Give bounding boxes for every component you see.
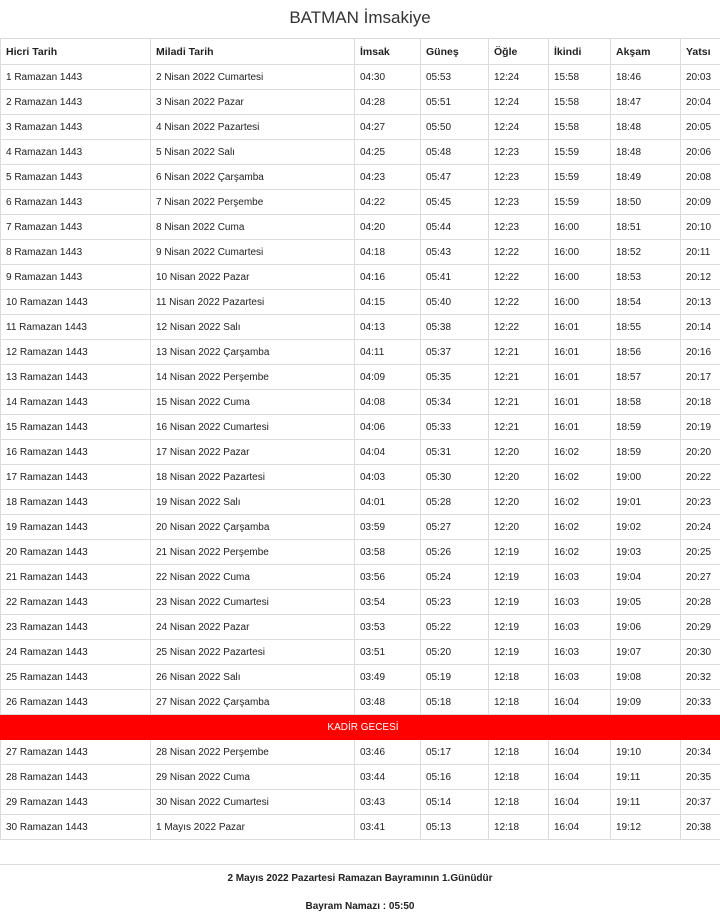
table-cell: 03:49 <box>355 665 421 690</box>
table-cell: 18:58 <box>611 390 681 415</box>
table-cell: 16:01 <box>549 390 611 415</box>
table-cell: 04:22 <box>355 190 421 215</box>
table-cell: 16:02 <box>549 540 611 565</box>
table-cell: 16:02 <box>549 440 611 465</box>
table-cell: 15 Nisan 2022 Cuma <box>151 390 355 415</box>
table-cell: 19:08 <box>611 665 681 690</box>
table-cell: 16:04 <box>549 765 611 790</box>
table-cell: 16:01 <box>549 415 611 440</box>
table-cell: 20:35 <box>681 765 720 790</box>
table-cell: 20:04 <box>681 90 720 115</box>
table-cell: 16:02 <box>549 515 611 540</box>
table-cell: 12:21 <box>489 390 549 415</box>
table-cell: 18:47 <box>611 90 681 115</box>
table-cell: 17 Nisan 2022 Pazar <box>151 440 355 465</box>
table-cell: 12:19 <box>489 640 549 665</box>
table-cell: 16:04 <box>549 690 611 715</box>
table-cell: 05:50 <box>421 115 489 140</box>
table-cell: 14 Ramazan 1443 <box>1 390 151 415</box>
table-cell: 04:18 <box>355 240 421 265</box>
column-header: Hicri Tarih <box>1 39 151 65</box>
table-cell: 03:41 <box>355 815 421 840</box>
table-cell: 16:03 <box>549 590 611 615</box>
table-cell: 15:58 <box>549 115 611 140</box>
table-cell: 20:38 <box>681 815 720 840</box>
table-cell: 13 Ramazan 1443 <box>1 365 151 390</box>
column-header: Yatsı <box>681 39 720 65</box>
table-cell: 05:48 <box>421 140 489 165</box>
table-cell: 23 Nisan 2022 Cumartesi <box>151 590 355 615</box>
table-row <box>1 315 720 340</box>
table-cell: 16:04 <box>549 790 611 815</box>
table-cell: 03:48 <box>355 690 421 715</box>
table-cell: 12:22 <box>489 315 549 340</box>
table-cell: 15:59 <box>549 190 611 215</box>
table-cell: 12:23 <box>489 215 549 240</box>
table-row <box>1 540 720 565</box>
table-row <box>1 65 720 90</box>
table-row <box>1 190 720 215</box>
table-cell: 05:37 <box>421 340 489 365</box>
table-row <box>1 490 720 515</box>
table-cell: 18:57 <box>611 365 681 390</box>
table-cell: 19 Nisan 2022 Salı <box>151 490 355 515</box>
table-cell: 10 Nisan 2022 Pazar <box>151 265 355 290</box>
table-cell: 16:00 <box>549 215 611 240</box>
table-cell: 24 Ramazan 1443 <box>1 640 151 665</box>
table-cell: 15:59 <box>549 140 611 165</box>
table-row <box>1 115 720 140</box>
table-cell: 16:01 <box>549 315 611 340</box>
table-cell: 19:04 <box>611 565 681 590</box>
table-cell: 04:06 <box>355 415 421 440</box>
table-cell: 20:12 <box>681 265 720 290</box>
table-cell: 12:22 <box>489 290 549 315</box>
table-cell: 05:45 <box>421 190 489 215</box>
table-cell: 04:20 <box>355 215 421 240</box>
table-cell: 20:10 <box>681 215 720 240</box>
table-cell: 30 Ramazan 1443 <box>1 815 151 840</box>
bayram-namazi: Bayram Namazı : 05:50 <box>305 901 415 912</box>
table-body <box>1 65 720 715</box>
table-row <box>1 440 720 465</box>
table-cell: 12:19 <box>489 615 549 640</box>
table-cell: 12:20 <box>489 465 549 490</box>
table-cell: 04:03 <box>355 465 421 490</box>
table-cell: 03:43 <box>355 790 421 815</box>
table-cell: 9 Ramazan 1443 <box>1 265 151 290</box>
table-cell: 05:40 <box>421 290 489 315</box>
table-cell: 05:51 <box>421 90 489 115</box>
table-cell: 16:03 <box>549 565 611 590</box>
table-cell: 05:16 <box>421 765 489 790</box>
table-cell: 20:37 <box>681 790 720 815</box>
table-cell: 04:04 <box>355 440 421 465</box>
table-cell: 03:56 <box>355 565 421 590</box>
table-cell: 20:20 <box>681 440 720 465</box>
table-cell: 20:22 <box>681 465 720 490</box>
table-cell: 18:48 <box>611 115 681 140</box>
table-cell: 29 Ramazan 1443 <box>1 790 151 815</box>
table-cell: 04:23 <box>355 165 421 190</box>
table-cell: 05:22 <box>421 615 489 640</box>
table-cell: 20:25 <box>681 540 720 565</box>
table-cell: 18:49 <box>611 165 681 190</box>
table-cell: 20 Ramazan 1443 <box>1 540 151 565</box>
table-row <box>1 590 720 615</box>
table-cell: 20:24 <box>681 515 720 540</box>
table-cell: 05:53 <box>421 65 489 90</box>
table-cell: 6 Ramazan 1443 <box>1 190 151 215</box>
table-cell: 12:20 <box>489 440 549 465</box>
table-cell: 04:13 <box>355 315 421 340</box>
table-cell: 04:11 <box>355 340 421 365</box>
table-cell: 16 Nisan 2022 Cumartesi <box>151 415 355 440</box>
table-cell: 03:46 <box>355 740 421 765</box>
table-cell: 19:11 <box>611 790 681 815</box>
table-cell: 12:20 <box>489 490 549 515</box>
table-row <box>1 340 720 365</box>
column-header: Miladi Tarih <box>151 39 355 65</box>
table-cell: 05:33 <box>421 415 489 440</box>
table-row <box>1 415 720 440</box>
table-body-after <box>1 740 720 840</box>
table-row <box>1 165 720 190</box>
imsakiye-table <box>0 38 720 840</box>
table-cell: 12 Nisan 2022 Salı <box>151 315 355 340</box>
table-cell: 12:24 <box>489 90 549 115</box>
table-row <box>1 140 720 165</box>
table-cell: 18 Ramazan 1443 <box>1 490 151 515</box>
table-cell: 19:03 <box>611 540 681 565</box>
table-cell: 16:01 <box>549 365 611 390</box>
table-cell: 20:16 <box>681 340 720 365</box>
table-row <box>1 240 720 265</box>
table-cell: 04:27 <box>355 115 421 140</box>
table-header-row <box>1 39 720 65</box>
table-cell: 22 Ramazan 1443 <box>1 590 151 615</box>
table-cell: 05:44 <box>421 215 489 240</box>
table-cell: 28 Nisan 2022 Perşembe <box>151 740 355 765</box>
table-cell: 05:14 <box>421 790 489 815</box>
table-cell: 12:24 <box>489 65 549 90</box>
table-cell: 12:23 <box>489 190 549 215</box>
table-cell: 05:13 <box>421 815 489 840</box>
table-cell: 03:59 <box>355 515 421 540</box>
table-cell: 17 Ramazan 1443 <box>1 465 151 490</box>
table-cell: 20:06 <box>681 140 720 165</box>
column-header: Öğle <box>489 39 549 65</box>
column-header: İmsak <box>355 39 421 65</box>
table-cell: 12:19 <box>489 590 549 615</box>
table-cell: 16:01 <box>549 340 611 365</box>
table-cell: 21 Ramazan 1443 <box>1 565 151 590</box>
table-cell: 05:28 <box>421 490 489 515</box>
table-cell: 20:13 <box>681 290 720 315</box>
table-cell: 12:21 <box>489 365 549 390</box>
table-cell: 19:00 <box>611 465 681 490</box>
table-cell: 16:03 <box>549 615 611 640</box>
table-cell: 03:51 <box>355 640 421 665</box>
column-header: Akşam <box>611 39 681 65</box>
table-cell: 12:18 <box>489 815 549 840</box>
table-cell: 05:26 <box>421 540 489 565</box>
table-cell: 27 Nisan 2022 Çarşamba <box>151 690 355 715</box>
table-cell: 19:05 <box>611 590 681 615</box>
table-cell: 8 Ramazan 1443 <box>1 240 151 265</box>
table-cell: 05:24 <box>421 565 489 590</box>
table-cell: 1 Ramazan 1443 <box>1 65 151 90</box>
table-cell: 9 Nisan 2022 Cumartesi <box>151 240 355 265</box>
table-cell: 19:02 <box>611 515 681 540</box>
table-cell: 15:58 <box>549 90 611 115</box>
table-cell: 25 Ramazan 1443 <box>1 665 151 690</box>
table-cell: 05:34 <box>421 390 489 415</box>
table-cell: 04:30 <box>355 65 421 90</box>
table-cell: 05:43 <box>421 240 489 265</box>
table-cell: 16:03 <box>549 640 611 665</box>
table-cell: 16:04 <box>549 740 611 765</box>
table-cell: 05:27 <box>421 515 489 540</box>
table-cell: 12:18 <box>489 765 549 790</box>
table-cell: 18 Nisan 2022 Pazartesi <box>151 465 355 490</box>
table-cell: 19:12 <box>611 815 681 840</box>
table-cell: 12:19 <box>489 565 549 590</box>
table-cell: 20:23 <box>681 490 720 515</box>
table-cell: 18:56 <box>611 340 681 365</box>
table-cell: 18:59 <box>611 440 681 465</box>
table-cell: 18:54 <box>611 290 681 315</box>
footer <box>0 864 720 912</box>
table-cell: 12:18 <box>489 665 549 690</box>
table-row <box>1 765 720 790</box>
table-cell: 20:27 <box>681 565 720 590</box>
table-cell: 12:19 <box>489 540 549 565</box>
table-cell: 12:23 <box>489 140 549 165</box>
table-cell: 16:00 <box>549 240 611 265</box>
table-row <box>1 290 720 315</box>
table-cell: 12:21 <box>489 415 549 440</box>
table-cell: 18:51 <box>611 215 681 240</box>
table-row <box>1 215 720 240</box>
table-cell: 23 Ramazan 1443 <box>1 615 151 640</box>
table-cell: 8 Nisan 2022 Cuma <box>151 215 355 240</box>
table-cell: 18:48 <box>611 140 681 165</box>
table-cell: 04:15 <box>355 290 421 315</box>
table-row <box>1 615 720 640</box>
table-cell: 26 Nisan 2022 Salı <box>151 665 355 690</box>
table-cell: 3 Ramazan 1443 <box>1 115 151 140</box>
table-cell: 16:03 <box>549 665 611 690</box>
table-cell: 12:24 <box>489 115 549 140</box>
table-cell: 18:55 <box>611 315 681 340</box>
table-cell: 04:08 <box>355 390 421 415</box>
table-cell: 4 Ramazan 1443 <box>1 140 151 165</box>
table-cell: 20:17 <box>681 365 720 390</box>
table-cell: 16:00 <box>549 290 611 315</box>
table-cell: 2 Ramazan 1443 <box>1 90 151 115</box>
table-cell: 15 Ramazan 1443 <box>1 415 151 440</box>
table-cell: 05:17 <box>421 740 489 765</box>
table-cell: 19:10 <box>611 740 681 765</box>
table-cell: 20:33 <box>681 690 720 715</box>
table-cell: 16:04 <box>549 815 611 840</box>
table-row <box>1 515 720 540</box>
table-cell: 19:06 <box>611 615 681 640</box>
table-row <box>1 665 720 690</box>
table-cell: 05:30 <box>421 465 489 490</box>
table-cell: 12:23 <box>489 165 549 190</box>
table-cell: 7 Ramazan 1443 <box>1 215 151 240</box>
table-cell: 27 Ramazan 1443 <box>1 740 151 765</box>
table-cell: 5 Nisan 2022 Salı <box>151 140 355 165</box>
table-cell: 12:18 <box>489 740 549 765</box>
table-cell: 20:34 <box>681 740 720 765</box>
column-header: İkindi <box>549 39 611 65</box>
table-cell: 03:54 <box>355 590 421 615</box>
table-cell: 12:18 <box>489 690 549 715</box>
table-cell: 20:29 <box>681 615 720 640</box>
table-cell: 19 Ramazan 1443 <box>1 515 151 540</box>
table-cell: 19:11 <box>611 765 681 790</box>
table-cell: 12:20 <box>489 515 549 540</box>
table-cell: 03:53 <box>355 615 421 640</box>
table-cell: 10 Ramazan 1443 <box>1 290 151 315</box>
table-cell: 12:21 <box>489 340 549 365</box>
table-cell: 28 Ramazan 1443 <box>1 765 151 790</box>
table-cell: 20:28 <box>681 590 720 615</box>
table-cell: 25 Nisan 2022 Pazartesi <box>151 640 355 665</box>
table-cell: 20:32 <box>681 665 720 690</box>
kadir-gecesi-row <box>1 715 720 740</box>
table-cell: 14 Nisan 2022 Perşembe <box>151 365 355 390</box>
table-cell: 19:07 <box>611 640 681 665</box>
table-cell: 20 Nisan 2022 Çarşamba <box>151 515 355 540</box>
table-cell: 18:52 <box>611 240 681 265</box>
table-cell: 30 Nisan 2022 Cumartesi <box>151 790 355 815</box>
table-cell: 12:18 <box>489 790 549 815</box>
table-cell: 20:09 <box>681 190 720 215</box>
table-cell: 1 Mayıs 2022 Pazar <box>151 815 355 840</box>
table-cell: 04:16 <box>355 265 421 290</box>
table-cell: 16:02 <box>549 465 611 490</box>
table-row <box>1 265 720 290</box>
table-cell: 05:35 <box>421 365 489 390</box>
table-cell: 13 Nisan 2022 Çarşamba <box>151 340 355 365</box>
table-cell: 20:30 <box>681 640 720 665</box>
table-row <box>1 365 720 390</box>
table-cell: 15:59 <box>549 165 611 190</box>
table-cell: 7 Nisan 2022 Perşembe <box>151 190 355 215</box>
table-cell: 18:46 <box>611 65 681 90</box>
table-cell: 04:09 <box>355 365 421 390</box>
table-cell: 12 Ramazan 1443 <box>1 340 151 365</box>
table-cell: 18:53 <box>611 265 681 290</box>
table-row <box>1 740 720 765</box>
table-cell: 12:22 <box>489 240 549 265</box>
table-cell: 20:19 <box>681 415 720 440</box>
table-cell: 15:58 <box>549 65 611 90</box>
table-cell: 05:31 <box>421 440 489 465</box>
table-row <box>1 90 720 115</box>
column-header: Güneş <box>421 39 489 65</box>
table-cell: 26 Ramazan 1443 <box>1 690 151 715</box>
table-cell: 05:20 <box>421 640 489 665</box>
table-row <box>1 465 720 490</box>
table-cell: 2 Nisan 2022 Cumartesi <box>151 65 355 90</box>
table-cell: 05:41 <box>421 265 489 290</box>
table-row <box>1 640 720 665</box>
page-title: BATMAN İmsakiye <box>289 8 431 27</box>
table-cell: 29 Nisan 2022 Cuma <box>151 765 355 790</box>
table-cell: 16:00 <box>549 265 611 290</box>
table-cell: 4 Nisan 2022 Pazartesi <box>151 115 355 140</box>
table-cell: 05:47 <box>421 165 489 190</box>
table-cell: 05:23 <box>421 590 489 615</box>
table-cell: 20:03 <box>681 65 720 90</box>
table-cell: 24 Nisan 2022 Pazar <box>151 615 355 640</box>
table-row <box>1 815 720 840</box>
table-cell: 11 Nisan 2022 Pazartesi <box>151 290 355 315</box>
table-cell: 11 Ramazan 1443 <box>1 315 151 340</box>
table-cell: 20:08 <box>681 165 720 190</box>
table-cell: 3 Nisan 2022 Pazar <box>151 90 355 115</box>
table-cell: 16 Ramazan 1443 <box>1 440 151 465</box>
table-cell: 22 Nisan 2022 Cuma <box>151 565 355 590</box>
table-cell: 21 Nisan 2022 Perşembe <box>151 540 355 565</box>
table-cell: 20:18 <box>681 390 720 415</box>
table-cell: 19:09 <box>611 690 681 715</box>
table-cell: 18:50 <box>611 190 681 215</box>
table-cell: 05:38 <box>421 315 489 340</box>
table-row <box>1 565 720 590</box>
kadir-gecesi-label: KADİR GECESİ <box>1 715 720 740</box>
table-row <box>1 390 720 415</box>
table-cell: 05:19 <box>421 665 489 690</box>
table-cell: 20:05 <box>681 115 720 140</box>
table-cell: 19:01 <box>611 490 681 515</box>
table-cell: 6 Nisan 2022 Çarşamba <box>151 165 355 190</box>
table-cell: 16:02 <box>549 490 611 515</box>
table-cell: 05:18 <box>421 690 489 715</box>
table-cell: 03:44 <box>355 765 421 790</box>
table-cell: 04:01 <box>355 490 421 515</box>
table-cell: 03:58 <box>355 540 421 565</box>
table-cell: 04:25 <box>355 140 421 165</box>
table-cell: 18:59 <box>611 415 681 440</box>
table-cell: 20:11 <box>681 240 720 265</box>
table-cell: 5 Ramazan 1443 <box>1 165 151 190</box>
table-cell: 12:22 <box>489 265 549 290</box>
table-cell: 04:28 <box>355 90 421 115</box>
table-row <box>1 790 720 815</box>
table-row <box>1 690 720 715</box>
table-cell: 20:14 <box>681 315 720 340</box>
bayram-info: 2 Mayıs 2022 Pazartesi Ramazan Bayramının 1.Günüdür <box>227 873 493 884</box>
